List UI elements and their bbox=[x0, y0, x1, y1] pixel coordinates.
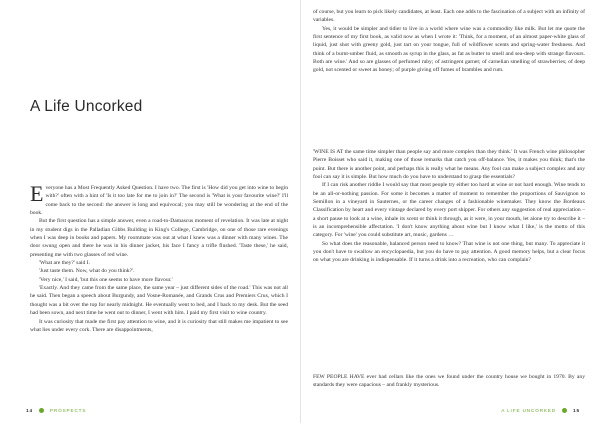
right-body-section-2 bbox=[313, 148, 585, 265]
right-footer bbox=[501, 408, 580, 413]
paragraph: It was curiosity that made me first pay attention to wine, and it is curiosity that still makes me impatient to see what lies under every cork. There are disappointments, bbox=[30, 318, 288, 333]
paragraph: FEW PEOPLE HAVE ever had cellars like the ones we found under the country house we bought in 1970. By any standards they were capacious – and frankly mysterious. bbox=[313, 374, 585, 389]
green-dot-icon bbox=[562, 408, 567, 413]
right-body-section-1 bbox=[313, 8, 585, 75]
paragraph: 'Exactly. And they came from the same place, the same year – just different sides of the road.' This was not all he said. Then began a speech about Burgundy, and Vosne-Romanée, and Grands Crus and Premiers Crus, which I thought was a bit over the top for nearly midnight. He eventually went to bed, and I back to my desk. But the seed had been sown, and next time he went out to dinner, I went with him. I paid my first visit to wine country. bbox=[30, 285, 288, 317]
paragraph: 'Just taste them. Now, what do you think?'. bbox=[39, 268, 135, 275]
right-body-section-3 bbox=[313, 373, 585, 390]
paragraph: If I can risk another riddle I would say that most people try either too hard at wine or not hard enough. Wine tends to be an all-or-nothing passion. For some it becomes a matter of moment to remember the proportions of Sauvignon to Semillon in a vineyard in Sauternes, or the career changes of a fashionable winemaker. They know the Bordeaux Classification by heart and every vintage declared by every port shipper. For others any suggestion of real appreciation – a short pause to look at a wine, inhale its scent or think it through, as it were, in your mouth, let alone try to describe it – is an incomprehensible affectation. 'I don't know anything about wine but I know what I like,' is the motto of this category. For 'wine' you could substitute art, music, gardens … bbox=[313, 182, 585, 239]
right-page bbox=[300, 0, 600, 423]
paragraph: 'What are they?' said I. bbox=[39, 260, 90, 267]
green-dot-icon bbox=[39, 408, 44, 413]
paragraph: So what does the reasonable, balanced person need to know? That wine is not one thing, but many. To appreciate it you don't have to swallow an encyclopaedia, but you do have to pay attention. A good memory helps, but a clear focus on what you are drinking is indispensable. If it turns a drink into a recreation, who can complain? bbox=[313, 240, 585, 264]
left-footer bbox=[26, 408, 86, 413]
paragraph: 'Very nice,' I said, 'but this one seems to have more flavour.' bbox=[39, 276, 173, 283]
paragraph: But the first question has a simple answer, even a road-to-Damascus moment of revelation. It was late at night in my student digs in the Palladian Gibbs Building in King's College, Cambridge, on one of those rare evenings when I was deep in books and papers. My roommate was out at what I knew was a dinner with many wines. The door swung open and there he was in his dinner jacket, his face I fancy a trifle flushed. 'Taste these,' he said, presenting me with two glasses of red wine. bbox=[30, 218, 288, 258]
running-head: A LIFE UNCORKED bbox=[501, 408, 557, 413]
paragraph: 'WINE IS AT the same time simpler than people say and more complex than they think.' It was French wine philosopher Pierre Boisset who said it, making one of those remarks that catch you off-balance. Yes, it makes you think; that's the point. But there is another point, and perhaps this is really what he means. Any fool can make a subject complex and any fool can say it is simple. But how much do you have to understand to grasp the essentials? bbox=[313, 149, 585, 181]
drop-cap: E bbox=[30, 181, 44, 206]
left-body-text bbox=[30, 181, 288, 334]
chapter-title: A Life Uncorked bbox=[30, 98, 143, 116]
running-head: PROSPECTS bbox=[49, 408, 87, 413]
paragraph: Yes, it would be simpler and tidier to live in a world where wine was a commodity like milk. But let me quote the first sentence of my first book, as valid now as when I wrote it: 'Think, for a moment, of an almost paper-white glass of liquid, just shot with greeny gold, just tart on your tongue, full of wildflower scents and spring-water freshness. And think of a burnt-umber fluid, as smooth as syrup in the glass, as fat as butter to smell and sea-deep with strange flavours. Both are wine.' And so are glasses of perfumed ruby; of astringent garnet; of carnelian smelling of strawberries; of deep gold, not scented or sweet as honey; of purple giving off fumes of brambles and rum. bbox=[313, 25, 585, 74]
paragraph: of course, but you learn to pick likely candidates, at least. Each one adds to the fascination of a subject with an infinity of variables. bbox=[313, 9, 585, 24]
page-number: 15 bbox=[573, 408, 580, 413]
page-number: 14 bbox=[26, 408, 33, 413]
paragraph: Everyone has a Most Frequently Asked Question. I have two. The first is 'How did you get into wine to begin with?' often with a hint of 'Is it too late for me to join in?' The second is 'What is your favourite wine?' I'll come back to the second: the answer is long and equivocal; you may still be wondering at the end of the book. bbox=[30, 181, 288, 217]
